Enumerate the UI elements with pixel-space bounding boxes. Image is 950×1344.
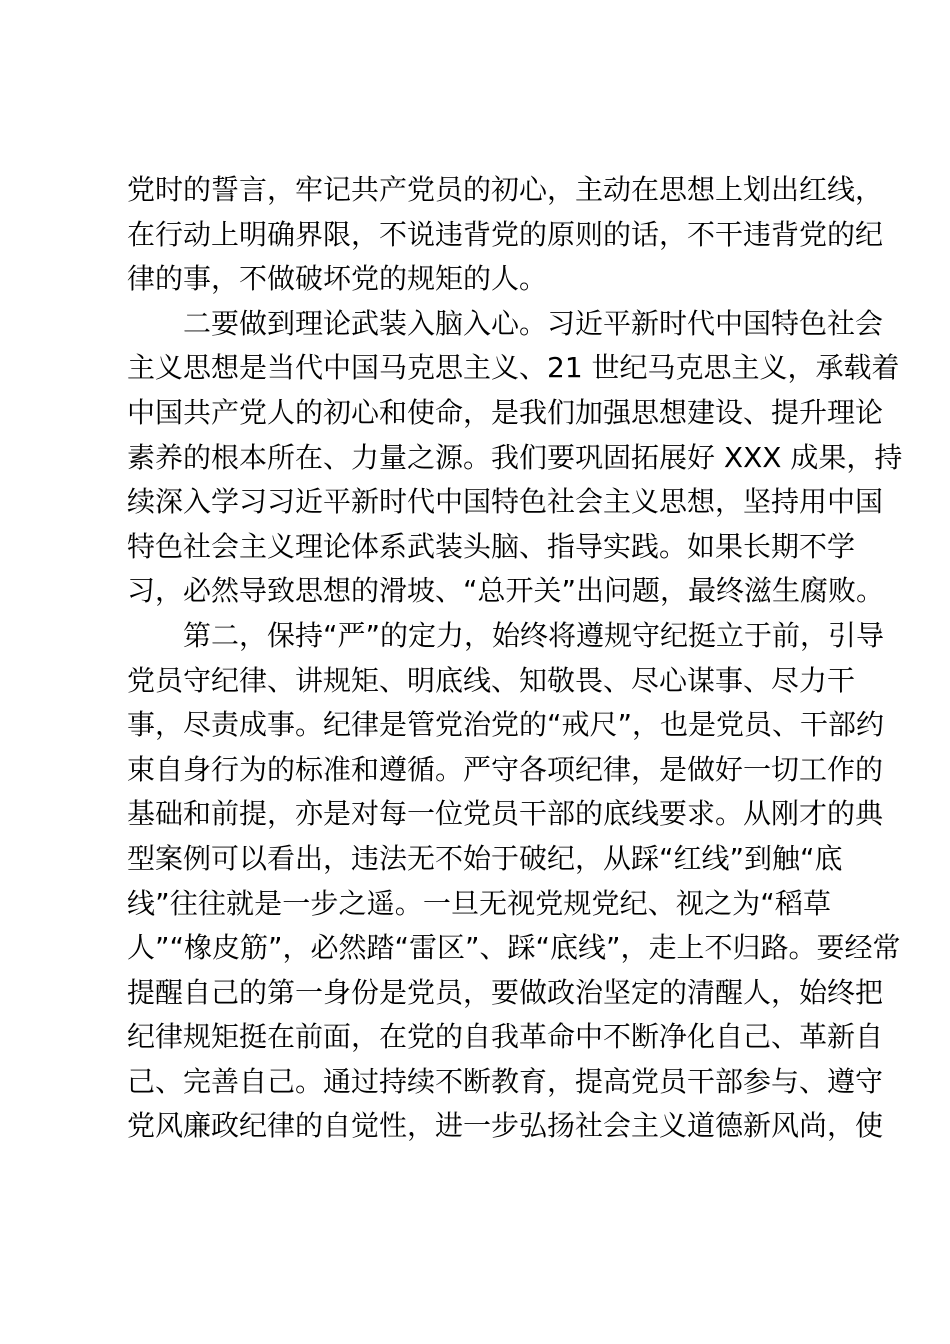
text-line: 习，必然导致思想的滑坡、“总开关”出问题，最终滋生腐败。 — [127, 574, 885, 608]
text-line: 人”“橡皮筋”，必然踏“雷区”、踩“底线”，走上不归路。要经常 — [127, 931, 901, 965]
paragraph-discipline — [127, 614, 901, 1149]
text-line: 基础和前提，亦是对每一位党员干部的底线要求。从刚才的典 — [127, 797, 884, 831]
text-line: 党员守纪律、讲规矩、明底线、知敬畏、尽心谋事、尽力干 — [127, 663, 856, 697]
text-line: 己、完善自己。通过持续不断教育，提高党员干部参与、遵守 — [127, 1064, 884, 1098]
text-line: 型案例可以看出，违法无不始于破纪，从踩“红线”到触“底 — [127, 841, 843, 875]
text-line: 律的事，不做破坏党的规矩的人。 — [127, 262, 548, 296]
text-line: 二要做到理论武装入脑入心。习近平新时代中国特色社会 — [183, 306, 884, 340]
text-line: 线”往往就是一步之遥。一旦无视党规党纪、视之为“稻草 — [127, 886, 831, 920]
text-line: 中国共产党人的初心和使命，是我们加强思想建设、提升理论 — [127, 395, 884, 429]
paragraph-theory-study — [127, 302, 903, 614]
text-line: 续深入学习习近平新时代中国特色社会主义思想，坚持用中国 — [127, 485, 884, 519]
text-line: 党时的誓言，牢记共产党员的初心，主动在思想上划出红线， — [127, 173, 884, 206]
text-line: 在行动上明确界限，不说违背党的原则的话，不干违背党的纪 — [127, 217, 884, 251]
text-line: 素养的根本所在、力量之源。我们要巩固拓展好 XXX 成果，持 — [127, 440, 903, 474]
text-line: 党风廉政纪律的自觉性，进一步弘扬社会主义道德新风尚，使 — [127, 1109, 884, 1143]
document-body — [127, 168, 903, 1149]
text-line: 纪律规矩挺在前面，在党的自我革命中不断净化自己、革新自 — [127, 1020, 884, 1054]
text-line: 第二，保持“严”的定力，始终将遵规守纪挺立于前，引导 — [183, 618, 885, 652]
text-line: 事，尽责成事。纪律是管党治党的“戒尺”，也是党员、干部约 — [127, 708, 885, 742]
paragraph-continuation — [127, 168, 884, 302]
text-line: 主义思想是当代中国马克思主义、21 世纪马克思主义，承载着 — [127, 351, 900, 385]
text-line: 提醒自己的第一身份是党员，要做政治坚定的清醒人，始终把 — [127, 975, 884, 1009]
text-line: 特色社会主义理论体系武装头脑、指导实践。如果长期不学 — [127, 529, 856, 563]
text-line: 束自身行为的标准和遵循。严守各项纪律，是做好一切工作的 — [127, 752, 884, 786]
